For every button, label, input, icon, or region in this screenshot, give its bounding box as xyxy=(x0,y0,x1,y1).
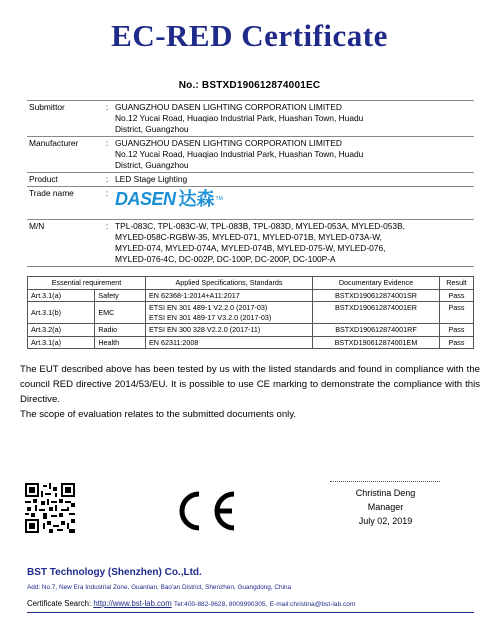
table-row xyxy=(28,324,474,337)
result-cell: Pass xyxy=(439,324,473,337)
article-cell: Art.3.1(b) xyxy=(28,302,95,324)
telephone: Tel:400-882-9628, 8009990305, xyxy=(173,601,268,608)
signature-line xyxy=(330,481,440,482)
colon: : xyxy=(101,137,113,173)
ce-mark-graphic xyxy=(170,488,238,534)
trade-name-label: Trade name xyxy=(27,187,101,220)
submitter-row xyxy=(27,101,474,137)
manufacturer-address-line: District, Guangzhou xyxy=(115,160,189,170)
table-row xyxy=(28,336,474,349)
manufacturer-name: GUANGZHOU DASEN LIGHTING CORPORATION LIMITED xyxy=(115,138,342,148)
signature-block xyxy=(318,486,453,528)
submitter-address-line: District, Guangzhou xyxy=(115,124,189,134)
colon: : xyxy=(101,173,113,187)
specification-cell: ETSI EN 300 328 V2.2.0 (2017-11) xyxy=(145,324,312,337)
email[interactable]: E-mail:christina@bst-lab.com xyxy=(269,601,356,608)
certificate-search-line xyxy=(27,599,355,608)
standards-table xyxy=(27,276,474,349)
certificate-info-table xyxy=(27,100,474,267)
requirement-type-cell: EMC xyxy=(95,302,146,324)
trade-name-row xyxy=(27,187,474,220)
search-label: Certificate Search: xyxy=(27,599,92,608)
model-number-row xyxy=(27,220,474,267)
manufacturer-address-line: No.12 Yucai Road, Huaqiao Industrial Park, Huashan Town, Huadu xyxy=(115,149,364,159)
table-row xyxy=(28,289,474,302)
signatory-name: Christina Deng xyxy=(355,488,416,498)
product-label: Product xyxy=(27,173,101,187)
requirement-type-cell: Radio xyxy=(95,324,146,337)
model-number-value xyxy=(113,220,474,267)
header-essential-requirement: Essential requirement xyxy=(28,277,146,290)
product-row xyxy=(27,173,474,187)
specification-line: ETSI EN 301 489-17 V3.2.0 (2017-03) xyxy=(148,312,272,322)
evidence-cell: BSTXD190612874001EM xyxy=(312,336,439,349)
colon: : xyxy=(101,187,113,220)
qr-code-icon xyxy=(25,483,75,533)
specification-line: ETSI EN 301 489-1 V2.2.0 (2017-03) xyxy=(148,303,268,312)
signature-date: July 02, 2019 xyxy=(358,516,413,526)
article-cell: Art.3.1(a) xyxy=(28,336,95,349)
model-number-line: MYLED-076-4C, DC-002P, DC-100P, DC-200P, DC-100P-A xyxy=(115,254,336,264)
trademark-symbol: TM xyxy=(215,195,223,202)
header-result: Result xyxy=(439,277,473,290)
evidence-cell: BSTXD190612874001ER xyxy=(312,302,439,324)
model-number-line: MYLED-058C-RGBW-35, MYLED-071, MYLED-071B, MYLED-073A-W, xyxy=(115,232,383,242)
compliance-statement xyxy=(20,362,480,422)
product-value: LED Stage Lighting xyxy=(113,173,474,187)
scope-paragraph: The scope of evaluation relates to the submitted documents only. xyxy=(20,409,297,420)
submitter-name: GUANGZHOU DASEN LIGHTING CORPORATION LIMITED xyxy=(115,102,342,112)
logo-text-en: DASEN xyxy=(115,188,176,209)
requirement-type-cell: Health xyxy=(95,336,146,349)
certificate-title: EC-RED Certificate xyxy=(111,18,388,53)
header-applied-specifications: Applied Specifications, Standards xyxy=(145,277,312,290)
certificate-number: No.: BSTXD190612874001EC xyxy=(178,80,321,91)
submitter-address-line: No.12 Yucai Road, Huaqiao Industrial Park, Huashan Town, Huadu xyxy=(115,113,364,123)
compliance-paragraph: The EUT described above has been tested by us with the listed standards and found in compliance with the council RED directive 2014/53/EU. It is possible to use CE marking to demonstrate the compliance with this Directive. xyxy=(20,364,480,405)
model-number-line: TPL-083C, TPL-083C-W, TPL-083B, TPL-083D, MYLED-053A, MYLED-053B, xyxy=(115,221,405,231)
specification-cell: EN 62368-1:2014+A11:2017 xyxy=(145,289,312,302)
manufacturer-value xyxy=(113,137,474,173)
manufacturer-row xyxy=(27,137,474,173)
submitter-value xyxy=(113,101,474,137)
dasen-logo xyxy=(115,188,223,210)
model-number-label: M/N xyxy=(27,220,101,267)
website-link[interactable]: http://www.bst-lab.com xyxy=(93,599,172,608)
colon: : xyxy=(101,220,113,267)
header-documentary-evidence: Documentary Evidence xyxy=(312,277,439,290)
manufacturer-label: Manufacturer xyxy=(27,137,101,173)
result-cell: Pass xyxy=(439,336,473,349)
table-row xyxy=(28,302,474,324)
specification-cell: EN 62311:2008 xyxy=(145,336,312,349)
result-cell: Pass xyxy=(439,302,473,324)
footer-divider xyxy=(27,612,474,613)
evidence-cell: BSTXD190612874001SR xyxy=(312,289,439,302)
requirement-type-cell: Safety xyxy=(95,289,146,302)
evidence-cell: BSTXD190612874001RF xyxy=(312,324,439,337)
colon: : xyxy=(101,101,113,137)
result-cell: Pass xyxy=(439,289,473,302)
logo-text-cn: 达森 xyxy=(178,188,215,209)
standards-header-row xyxy=(28,277,474,290)
article-cell: Art.3.1(a) xyxy=(28,289,95,302)
issuer-company-name: BST Technology (Shenzhen) Co.,Ltd. xyxy=(27,567,202,578)
signatory-role: Manager xyxy=(367,502,404,512)
issuer-address: Add: No.7, New Era Industrial Zone, Guantian, Bao'an District, Shenzhen, Guangdong, China xyxy=(27,584,292,591)
model-number-line: MYLED-074, MYLED-074A, MYLED-074B, MYLED-075-W, MYLED-076, xyxy=(115,243,386,253)
trade-name-value xyxy=(113,187,474,220)
submitter-label: Submittor xyxy=(27,101,101,137)
ce-mark-icon xyxy=(170,488,238,534)
specification-cell xyxy=(145,302,312,324)
article-cell: Art.3.2(a) xyxy=(28,324,95,337)
